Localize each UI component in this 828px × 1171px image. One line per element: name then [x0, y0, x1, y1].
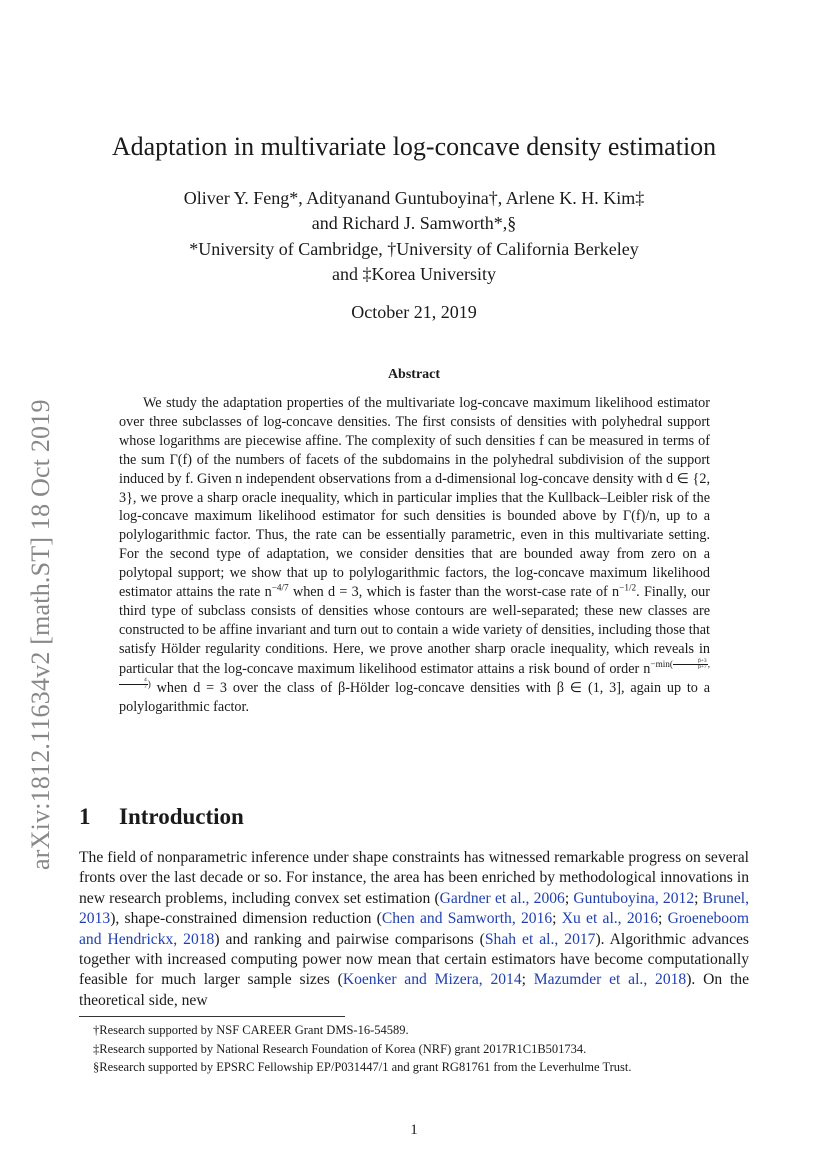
- citation-link[interactable]: Guntuboyina, 2012: [573, 889, 695, 907]
- paper-date: October 21, 2019: [351, 302, 477, 322]
- footnote-3: §Research supported by EPSRC Fellowship EP/P031447/1 and grant RG81761 from the Leverhulme Trust.: [93, 1060, 632, 1074]
- intro-text: The field of nonparametric inference under shape constraints has witnessed remarkable progress on several fronts over the last decade or so. For instance, the area has been enriched by methodological innovations in new research problems, including convex set estimation (: [79, 849, 749, 907]
- intro-text: ). On the theoretical side, new: [79, 971, 750, 1009]
- affiliation-line-1: *University of Cambridge, †University of California Berkeley: [189, 239, 639, 259]
- affiliation-line-2: and ‡Korea University: [332, 264, 496, 284]
- intro-text: ) and ranking and pairwise comparisons (: [214, 930, 485, 948]
- intro-text: ;: [521, 971, 534, 989]
- arxiv-identifier-text: arXiv:1812.11634v2 [math.ST] 18 Oct 2019: [26, 399, 55, 870]
- abstract-exponent-2: −1/2: [619, 582, 637, 593]
- abstract-heading: Abstract: [387, 367, 441, 382]
- section-heading: [79, 804, 244, 830]
- abstract-text-2: when d = 3, which is faster than the worst-case rate of n: [288, 584, 620, 601]
- citation-link[interactable]: Groeneboom and Hendrickx, 2018: [79, 910, 750, 948]
- citation-link[interactable]: Shah et al., 2017: [484, 930, 596, 948]
- citation-link[interactable]: Gardner et al., 2006: [439, 889, 565, 907]
- abstract-exponent-1: −4/7: [271, 582, 289, 593]
- citation-link[interactable]: Koenker and Mizera, 2014: [342, 971, 522, 989]
- footnote-2: ‡Research supported by National Research Foundation of Korea (NRF) grant 2017R1C1B501734.: [93, 1041, 587, 1056]
- citation-link[interactable]: Chen and Samworth, 2016: [381, 910, 553, 928]
- section-number: 1: [79, 804, 91, 829]
- abstract-text-1: We study the adaptation properties of the multivariate log-concave maximum likelihood estimator over three subclasses of log-concave densities. The first consists of densities with polyhedral support whose logarithms are piecewise affine. The complexity of such densities f can be measured in terms of the sum Γ(f) of the numbers of facets of the subdomains in the polyhedral subdivision of the support induced by f. Given n independent observations from a d-dimensional log-concave density with d ∈ {2, 3}, we prove a sharp oracle inequality, which in particular implies that the Kullback–Leibler risk of the log-concave maximum likelihood estimator for such densities is bounded above by Γ(f)/n, up to a polylogarithmic factor. Thus, the rate can be essentially parametric, even in this multivariate setting. For the second type of adaptation, we consider densities that are bounded away from zero on a polytopal support; we show that up to polylogarithmic factors, the log-concave maximum likelihood estimator attains the rate n: [119, 395, 710, 601]
- abstract-body: [119, 394, 710, 717]
- intro-text: ;: [694, 889, 703, 907]
- paper-title: Adaptation in multivariate log-concave density estimation: [111, 132, 717, 161]
- abstract-exponent-3: −min( β+3 β+7 , 4 7 ): [119, 659, 710, 689]
- citation-link[interactable]: Mazumder et al., 2018: [533, 971, 687, 989]
- citation-link[interactable]: Brunel, 2013: [79, 889, 750, 928]
- authors-line-2: and Richard J. Samworth*,§: [311, 213, 517, 233]
- abstract-text-3: . Finally, our third type of subclass consists of densities whose contours are well-separated; these new classes are constructed to be affine invariant and turn out to contain a wide variety of densities, including those that satisfy Hölder regularity conditions. Here, we prove another sharp oracle inequality, which reveals in particular that the log-concave maximum likelihood estimator attains a risk bound of order n: [119, 584, 711, 677]
- arxiv-identifier: [22, 350, 62, 870]
- intro-text: ), shape-constrained dimension reduction (: [110, 910, 382, 928]
- footnote-rule: [79, 1016, 345, 1017]
- intro-text: ;: [552, 910, 562, 928]
- authors-line-1: Oliver Y. Feng*, Adityanand Guntuboyina†, Arlene K. H. Kim‡: [183, 188, 645, 208]
- footnotes: [79, 1021, 769, 1077]
- citation-link[interactable]: Xu et al., 2016: [561, 910, 659, 928]
- intro-text: ;: [658, 910, 668, 928]
- page-number: 1: [410, 1122, 418, 1138]
- footnote-1: †Research supported by NSF CAREER Grant DMS-16-54589.: [93, 1023, 409, 1037]
- intro-paragraph: [79, 848, 749, 1011]
- intro-text: ). Algorithmic advances together with increased computing power now mean that certain estimators have become computationally feasible for much larger sample sizes (: [79, 930, 750, 989]
- section-title: Introduction: [119, 804, 244, 829]
- intro-text: ;: [564, 889, 574, 907]
- abstract-text-4: when d = 3 over the class of β-Hölder log-concave densities with β ∈ (1, 3], again up to a polylogarithmic factor.: [119, 680, 710, 716]
